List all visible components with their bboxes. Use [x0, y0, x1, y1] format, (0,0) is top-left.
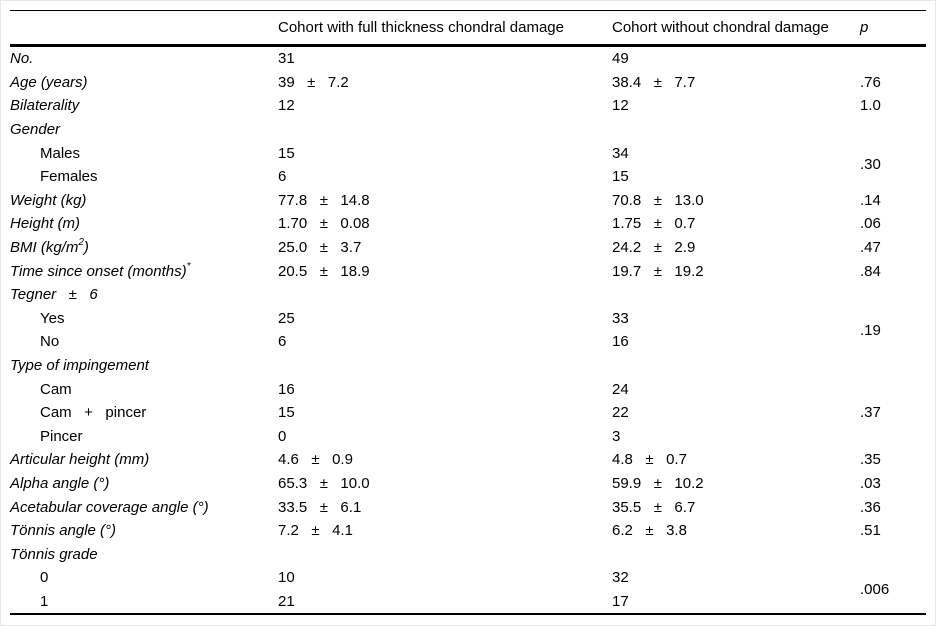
row-label: Tönnis angle (°): [10, 522, 117, 540]
cell-cohort1: [278, 354, 612, 378]
cell-p-value: .84: [860, 262, 881, 280]
cell-cohort1: 25.0 ± 3.7: [278, 239, 362, 257]
table-row: [10, 519, 926, 543]
row-label: Weight (kg): [10, 191, 87, 209]
cell-p-value: .06: [860, 215, 881, 233]
cell-p-value: .51: [860, 522, 881, 540]
header-empty-cell: [10, 11, 278, 46]
cell-cohort2: 3: [612, 427, 621, 445]
cell-cohort1: 15: [278, 404, 295, 422]
table-row: [10, 189, 926, 213]
cell-cohort1: 6: [278, 333, 287, 351]
row-label: 0: [40, 569, 49, 587]
header-p-value: p: [860, 11, 926, 46]
table-row: [10, 401, 926, 425]
cell-cohort1: 33.5 ± 6.1: [278, 498, 362, 516]
cell-cohort1: 65.3 ± 10.0: [278, 474, 370, 492]
cell-p-value: .47: [860, 239, 881, 257]
row-label: Males: [40, 144, 81, 162]
cell-cohort2: 33: [612, 309, 629, 327]
cell-cohort1: 39 ± 7.2: [278, 73, 349, 91]
cell-cohort2: [612, 283, 860, 307]
header-row: [10, 11, 926, 46]
table-row: [10, 590, 926, 615]
table-row: [10, 212, 926, 236]
table-row: [10, 307, 926, 331]
table-row: [10, 165, 926, 189]
cell-cohort1: 7.2 ± 4.1: [278, 522, 353, 540]
cell-p-value: [860, 118, 926, 142]
cell-cohort2: 15: [612, 168, 629, 186]
row-label: Articular height (mm): [10, 451, 150, 469]
row-label: No.: [10, 50, 34, 68]
cell-p-value: [860, 377, 926, 401]
cell-cohort1: 16: [278, 380, 295, 398]
row-label: Tegner ± 6: [10, 286, 98, 304]
cell-p-value: .36: [860, 498, 881, 516]
cell-cohort2: 17: [612, 592, 629, 610]
table-row: [10, 283, 926, 307]
table-row: [10, 236, 926, 260]
cell-cohort2: 70.8 ± 13.0: [612, 191, 704, 209]
cell-cohort1: 6: [278, 168, 287, 186]
cell-cohort2: 24.2 ± 2.9: [612, 239, 696, 257]
cell-cohort2: 49: [612, 50, 629, 68]
cell-cohort1: 21: [278, 592, 295, 610]
cell-p-value: [860, 542, 926, 566]
row-label: Gender: [10, 121, 61, 139]
table-row: [10, 71, 926, 95]
cell-cohort2: 12: [612, 97, 629, 115]
cell-cohort2: 34: [612, 144, 629, 162]
cell-p-value: .30: [860, 156, 881, 174]
cell-cohort1: 77.8 ± 14.8: [278, 191, 370, 209]
cell-p-value: .14: [860, 191, 881, 209]
table-row: [10, 448, 926, 472]
cell-p-value: .35: [860, 451, 881, 469]
cell-cohort2: 35.5 ± 6.7: [612, 498, 696, 516]
table-row: [10, 542, 926, 566]
row-label: Alpha angle (°): [10, 474, 110, 492]
row-label: Tönnis grade: [10, 545, 98, 563]
cell-p-value: .37: [860, 404, 881, 422]
cell-cohort1: 15: [278, 144, 295, 162]
cell-cohort1: 25: [278, 309, 295, 327]
row-label: Pincer: [40, 427, 83, 445]
row-label: Acetabular coverage angle (°): [10, 498, 209, 516]
table-row: [10, 377, 926, 401]
row-label: Cam + pincer: [40, 404, 147, 422]
table-row: [10, 472, 926, 496]
cell-cohort2: 6.2 ± 3.8: [612, 522, 687, 540]
cell-cohort1: 31: [278, 50, 295, 68]
header-cohort-without-damage: Cohort without chondral damage: [612, 11, 860, 46]
cell-cohort1: [278, 542, 612, 566]
row-label: Age (years): [10, 73, 88, 91]
row-label: Time since onset (months)*: [10, 260, 191, 280]
row-label: Height (m): [10, 215, 81, 233]
table-row: [10, 330, 926, 354]
table-row: [10, 118, 926, 142]
row-label: Females: [40, 168, 98, 186]
cell-p-value: 1.0: [860, 97, 881, 115]
cell-cohort2: 4.8 ± 0.7: [612, 451, 687, 469]
table-row: [10, 495, 926, 519]
cell-cohort1: 0: [278, 427, 287, 445]
cohort-comparison-table: [10, 10, 926, 615]
table-row: [10, 425, 926, 449]
cell-p-value: .006: [860, 581, 890, 599]
cell-p-value: [860, 283, 926, 307]
cell-p-value: .76: [860, 73, 881, 91]
table-row: [10, 46, 926, 71]
cell-p-value: [860, 354, 926, 378]
table-row: [10, 141, 926, 165]
cell-cohort1: 10: [278, 569, 295, 587]
row-label: Type of impingement: [10, 357, 149, 375]
row-label: Cam: [40, 380, 72, 398]
cell-cohort2: 19.7 ± 19.2: [612, 262, 704, 280]
row-label: 1: [40, 592, 49, 610]
table-row: [10, 94, 926, 118]
cell-cohort2: 24: [612, 380, 629, 398]
cell-cohort1: 12: [278, 97, 295, 115]
cell-cohort2: [612, 542, 860, 566]
cell-cohort2: 22: [612, 404, 629, 422]
cell-cohort2: 16: [612, 333, 629, 351]
cell-cohort1: [278, 283, 612, 307]
table-body: [10, 46, 926, 615]
table-row: [10, 566, 926, 590]
row-label: No: [40, 333, 60, 351]
cell-cohort2: 32: [612, 569, 629, 587]
cell-cohort2: [612, 118, 860, 142]
cell-cohort1: 1.70 ± 0.08: [278, 215, 370, 233]
cell-cohort2: 59.9 ± 10.2: [612, 474, 704, 492]
cell-p-value: [860, 46, 926, 71]
cell-cohort2: [612, 354, 860, 378]
table-row: [10, 259, 926, 283]
row-label: Bilaterality: [10, 97, 80, 115]
row-label: Yes: [40, 309, 65, 327]
label-superscript: 2: [78, 237, 84, 249]
cell-cohort2: 38.4 ± 7.7: [612, 73, 696, 91]
label-superscript: *: [186, 260, 191, 272]
row-label: BMI $(kg/m^2)$: [10, 237, 89, 257]
cell-p-value: .03: [860, 474, 881, 492]
cell-cohort1: [278, 118, 612, 142]
cell-p-value: [860, 425, 926, 449]
cell-cohort2: 1.75 ± 0.7: [612, 215, 696, 233]
cell-cohort1: 20.5 ± 18.9: [278, 262, 370, 280]
header-cohort-with-damage: Cohort with full thickness chondral damage: [278, 11, 612, 46]
table-header: [10, 11, 926, 46]
cell-cohort1: 4.6 ± 0.9: [278, 451, 353, 469]
table-row: [10, 354, 926, 378]
cell-p-value: .19: [860, 321, 881, 339]
